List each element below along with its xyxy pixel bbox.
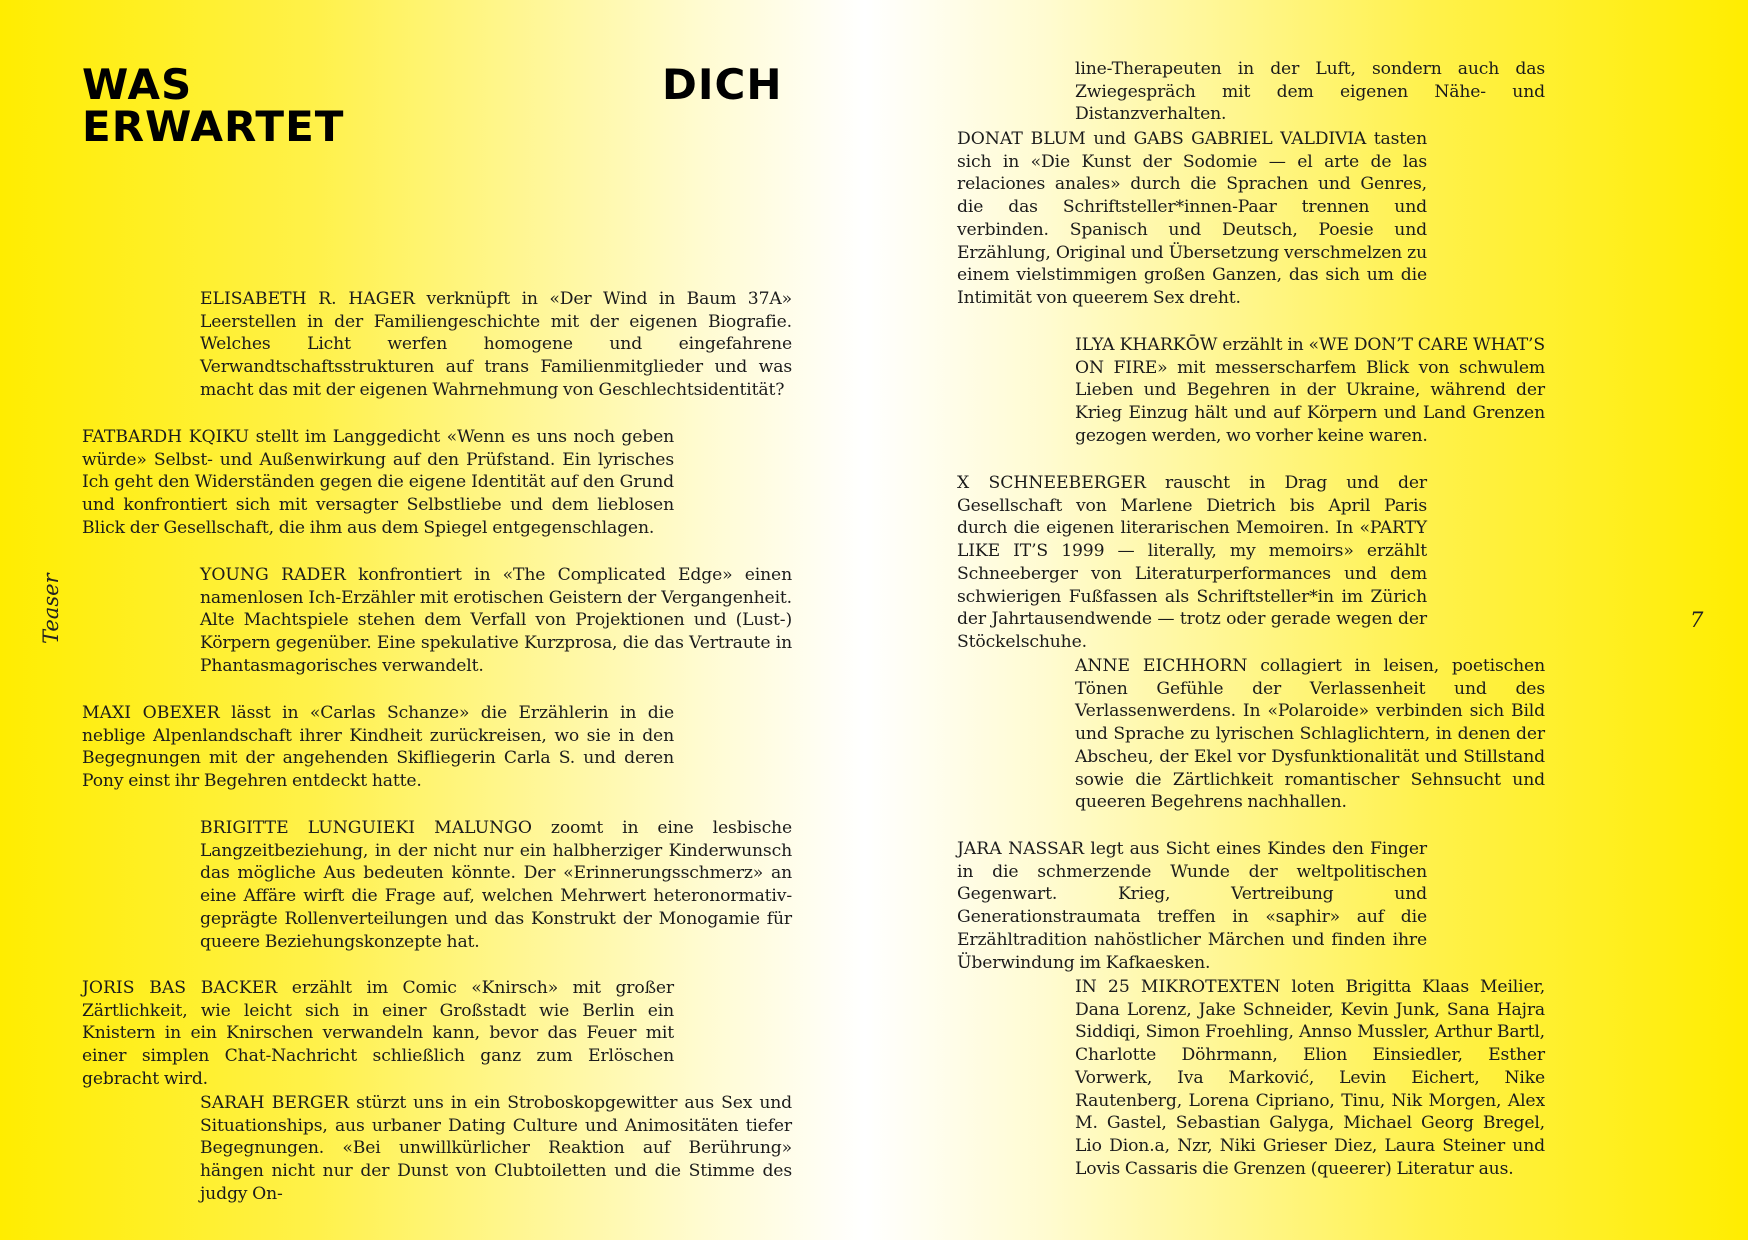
running-head: Teaser [39, 573, 63, 644]
teaser-paragraph [1075, 334, 1545, 448]
teaser-paragraph [82, 977, 674, 1091]
author-name: DONAT BLUM [957, 129, 1086, 149]
teaser-text: konfrontiert in «The Complicated Edge» einen namenlosen Ich-Erzähler mit erotischen Geistern der Vergangenheit. Alte Machtspiele stehen dem Verfall von Projektionen und (Lust-) Körpern gegenüber. Eine spekulative Kurzprosa, die das Vertraute in Phantasmagorisches verwandelt. [200, 565, 792, 676]
teaser-paragraph [957, 128, 1427, 310]
teaser-text: collagiert in leisen, poetischen Tönen Gefühle der Verlassenheit und des Verlassenwerdens. In «Polaroide» verbinden sich Bild und Sprache zu lyrischen Schlaglichtern, in denen der Abscheu, der Ekel vor Dysfunktionalität und Stillstand sowie die Zärtlichkeit romantischer Sehnsucht und queeren Begehrens nachhallen. [1075, 656, 1545, 813]
teaser-text: und GABS GABRIEL VALDIVIA tasten sich in «Die Kunst der Sodomie — el arte de las relaciones anales» durch die Sprachen und Genres, die das Schriftsteller*innen-Paar trennen und verbinden. Spanisch und Deutsch, Poesie und Erzählung, Original und Übersetzung verschmelzen zu einem vielstimmigen großen Ganzen, das sich um die Intimität von queerem Sex dreht. [957, 129, 1427, 308]
teaser-text: verknüpft in «Der Wind in Baum 37A» Leerstellen in der Familiengeschichte mit der eigenen Biografie. Welches Licht werfen homogene und eingefahrene Verwandtschaftsstrukturen auf trans Familienmitglieder und was macht das mit der eigenen Wahrnehmung von Geschlechtsidentität? [200, 289, 793, 400]
teaser-text: line-Therapeuten in der Luft, sondern auch das Zwiegespräch mit dem eigenen Nähe- und Distanzverhalten. [1075, 59, 1545, 125]
page-number: 7 [1690, 608, 1704, 632]
author-name: FATBARDH KQIKU [82, 427, 250, 447]
spread-title-left: WAS ERWARTET [82, 60, 345, 151]
teaser-paragraph [82, 426, 674, 540]
author-name: YOUNG RADER [200, 565, 346, 585]
author-name: JARA NASSAR [957, 839, 1085, 859]
teaser-text: erzählt in «WE DON’T CARE WHAT’S ON FIRE» mit messerscharfem Blick von schwulem Lieben und Begehren in der Ukraine, während der Krieg Einzug hält und auf Körpern und Land Grenzen gezogen werden, wo vorher keine waren. [1075, 335, 1545, 446]
teaser-paragraph [1075, 976, 1545, 1180]
teaser-text: legt aus Sicht eines Kindes den Finger in die schmerzende Wunde der weltpolitischen Gegenwart. Krieg, Vertreibung und Generationstraumata treffen in «saphir» auf die Erzähltradition nahöstlicher Märchen und finden ihre Überwindung im Kafkaesken. [957, 839, 1427, 973]
author-name: IN 25 MIKROTEXTEN [1075, 977, 1281, 997]
author-name: BRIGITTE LUNGUIEKI MALUNGO [200, 818, 532, 838]
teaser-paragraph [957, 838, 1427, 974]
teaser-paragraph [957, 472, 1427, 654]
teaser-text: stürzt uns in ein Stroboskopgewitter aus Sex und Situationships, aus urbaner Dating Culture und Animositäten tiefer Begegnungen. «Bei unwillkürlicher Reaktion auf Berührung» hängen nicht nur der Dunst von Clubtoiletten und die Stimme des judgy On- [200, 1093, 793, 1204]
author-name: ILYA KHARKŌW [1075, 335, 1218, 355]
teaser-text: zoomt in eine lesbische Langzeitbeziehung, in der nicht nur ein halbherziger Kinderwunsch das mögliche Aus bedeuten könnte. Der «Erinnerungsschmerz» an eine Affäre wirft die Frage auf, welchen Mehrwert heteronormativ-geprägte Rollenverteilungen und das Konstrukt der Monogamie für queere Beziehungskonzepte hat. [200, 818, 792, 952]
teaser-text: loten Brigitta Klaas Meilier, Dana Lorenz, Jake Schneider, Kevin Junk, Sana Hajra Siddiqi, Simon Froehling, Annso Mussler, Arthur Bartl, Charlotte Döhrmann, Elion Einsiedler, Esther Vorwerk, Iva Marković, Levin Eichert, Nike Rautenberg, Lorena Cipriano, Tinu, Nik Morgen, Alex M. Gastel, Sebastian Galyga, Michael Georg Bregel, Lio Dion.a, Nzr, Niki Grieser Diez, Laura Steiner und Lovis Cassaris die Grenzen (queerer) Literatur aus. [1075, 977, 1546, 1179]
author-name: SARAH BERGER [200, 1093, 350, 1113]
teaser-paragraph [1075, 655, 1545, 814]
teaser-text: rauscht in Drag und der Gesellschaft von Marlene Dietrich bis April Paris durch die eigenen literarischen Memoiren. In «PARTY LIKE IT’S 1999 — literally, my memoirs» erzählt Schneeberger von Literaturperformances und dem schwierigen Fußfassen als Schriftsteller*in im Zürich der Jahrtausendwende — trotz oder gerade wegen der Stöckelschuhe. [957, 473, 1427, 652]
teaser-paragraph [200, 1092, 792, 1206]
teaser-paragraph [1075, 58, 1545, 126]
teaser-text: erzählt im Comic «Knirsch» mit großer Zärtlichkeit, wie leicht sich in einer Großstadt wie Berlin ein Knistern in ein Knirschen verwandeln kann, bevor das Feuer mit einer simplen Chat-Nachricht schließlich ganz zum Erlöschen gebracht wird. [82, 978, 674, 1089]
teaser-paragraph [200, 288, 792, 402]
teaser-text: stellt im Langgedicht «Wenn es uns noch geben würde» Selbst- und Außenwirkung auf den Prüfstand. Ein lyrisches Ich geht den Widerständen gegen die eigene Identität auf den Grund und konfrontiert sich mit versagter Selbstliebe und dem lieblosen Blick der Gesellschaft, die ihm aus dem Spiegel entgegenschlagen. [82, 427, 675, 538]
teaser-paragraph [82, 702, 674, 793]
author-name: MAXI OBEXER [82, 703, 220, 723]
author-name: JORIS BAS BACKER [82, 978, 278, 998]
spread-title-right: DICH [662, 60, 783, 109]
teaser-paragraph [200, 564, 792, 678]
teaser-text: lässt in «Carlas Schanze» die Erzählerin in die neblige Alpenlandschaft ihrer Kindheit zurückreisen, wo sie in den Begegnungen mit der angehenden Skifliegerin Carla S. und deren Pony einst ihr Begehren entdeckt hatte. [82, 703, 674, 792]
author-name: X SCHNEEBERGER [957, 473, 1146, 493]
author-name: ELISABETH R. HAGER [200, 289, 415, 309]
teaser-paragraph [200, 817, 792, 953]
author-name: ANNE EICHHORN [1075, 656, 1248, 676]
